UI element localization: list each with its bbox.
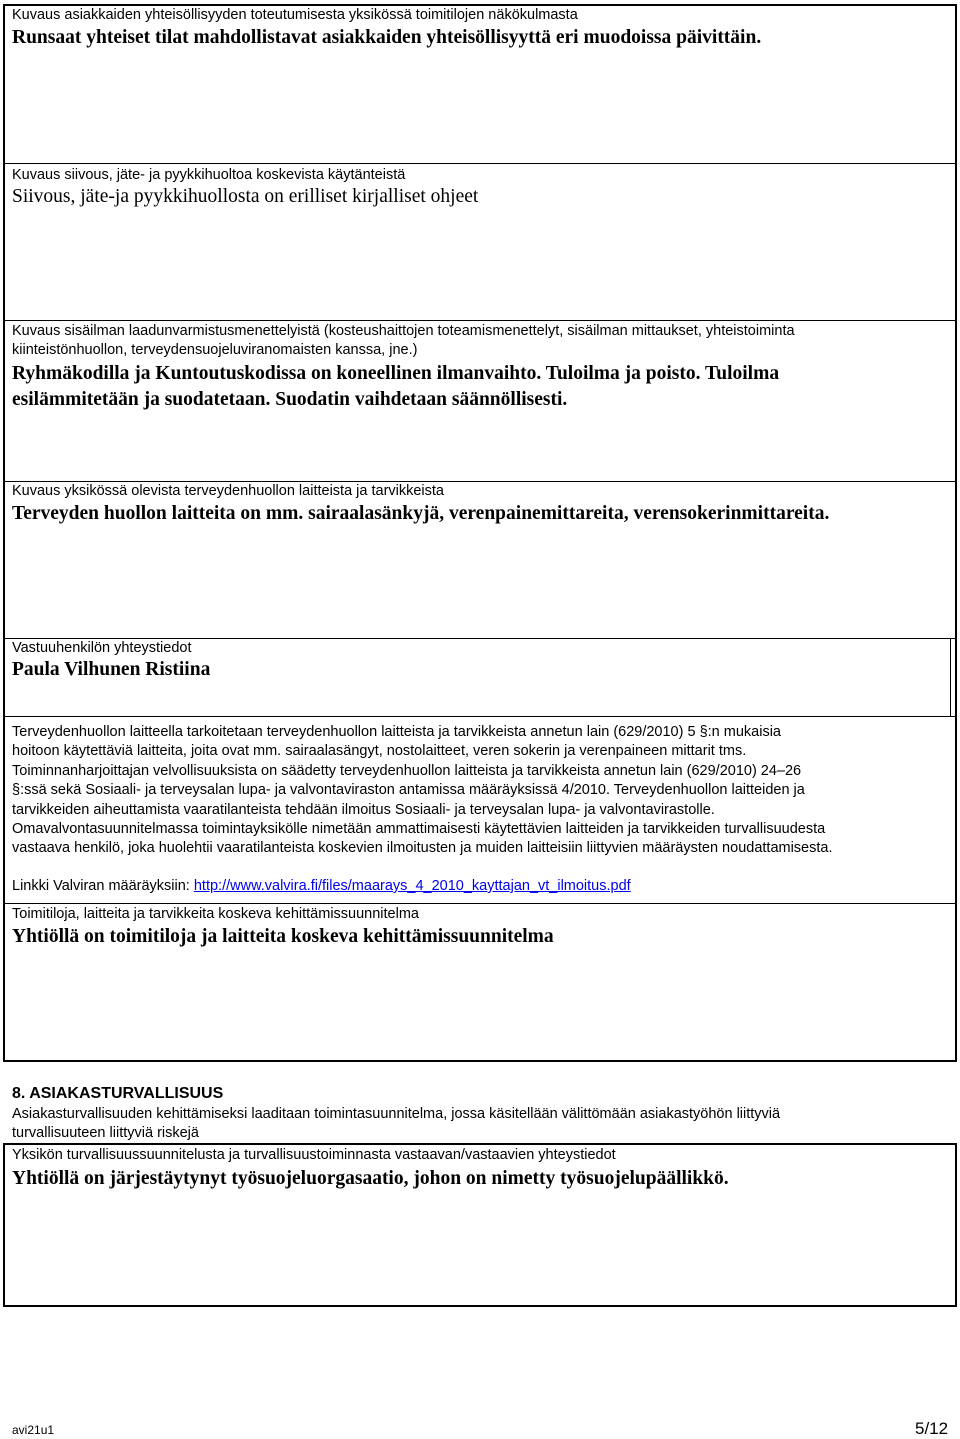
separator [4,320,956,321]
safety-intro-line1: Asiakasturvallisuuden kehittämiseksi laaditaan toimintasuunnitelma, jossa käsitellään välittömään asiakastyöhön liittyviä [12,1106,781,1122]
devices-answer: Terveyden huollon laitteita on mm. sairaalasänkyjä, verenpainemittareita, verensokerinmittareita. [12,503,830,524]
separator [4,903,956,904]
cleaning-label: Kuvaus siivous, jäte- ja pyykkihuoltoa koskevista käytänteistä [12,167,406,183]
info-line: Toiminnanharjoittajan velvollisuuksista on säädetty terveydenhuollon laitteista ja tarvikkeista annetun lain (629/2010) 24–26 [12,763,802,779]
development-plan-answer: Yhtiöllä on toimitiloja ja laitteita koskeva kehittämissuunnitelma [12,926,554,947]
development-plan-label: Toimitiloja, laitteita ja tarvikkeita koskeva kehittämissuunnitelma [12,906,419,922]
info-line: Terveydenhuollon laitteella tarkoitetaan terveydenhuollon laitteista ja tarvikkeista annetun lain (629/2010) 5 §:n mukaisia [12,724,781,740]
info-line: §:ssä sekä Sosiaali- ja terveysalan lupa- ja valvontaviraston antamissa määräyksissä 4/2010. Terveydenhuollon laitteiden ja [12,782,805,798]
section-heading: 8. ASIAKASTURVALLISUUS [12,1085,224,1102]
document-id: avi21u1 [12,1423,55,1437]
page-number: 5/12 [915,1419,949,1438]
indoor-air-label-line1: Kuvaus sisäilman laadunvarmistusmenettelyistä (kosteushaittojen toteamismenettelyt, sisäilman mittaukset, yhteistoiminta [12,323,795,339]
safety-intro-line2: turvallisuuteen liittyviä riskejä [12,1125,199,1141]
devices-label: Kuvaus yksikössä olevista terveydenhuollon laitteista ja tarvikkeista [12,483,444,499]
separator [4,163,956,164]
cleaning-answer: Siivous, jäte-ja pyykkihuollosta on erilliset kirjalliset ohjeet [12,186,479,207]
community-answer: Runsaat yhteiset tilat mahdollistavat asiakkaiden yhteisöllisyyttä eri muodoissa päivittäin. [12,27,762,48]
community-label: Kuvaus asiakkaiden yhteisöllisyyden toteutumisesta yksikössä toimitilojen näkökulmasta [12,7,578,23]
indoor-air-answer-line1: Ryhmäkodilla ja Kuntoutuskodissa on koneellinen ilmanvaihto. Tuloilma ja poisto. Tuloilma [12,363,780,384]
valvira-link-row [12,877,631,895]
indoor-air-label-line2: kiinteistönhuollon, terveydensuojeluviranomaisten kanssa, jne.) [12,342,418,358]
info-line: vastaava henkilö, joka huolehtii vaaratilanteista koskevien ilmoitusten ja muiden laitteisiin liittyvien määräysten noudattamisesta. [12,840,833,856]
contact-person-answer: Paula Vilhunen Ristiina [12,659,211,680]
safety-contact-label: Yksikön turvallisuussuunnitelusta ja turvallisuustoiminnasta vastaavan/vastaavien yhteystiedot [12,1147,616,1163]
separator [4,716,956,717]
info-line: Omavalvontasuunnitelmassa toimintayksikölle nimetään ammattimaisesti käytettävien laitteiden ja tarvikkeiden turvallisuudesta [12,821,826,837]
contact-person-label: Vastuuhenkilön yhteystiedot [12,640,192,656]
info-line: tarvikkeiden aiheuttamista vaaratilanteista tehdään ilmoitus Sosiaali- ja terveysalan lupa- ja valvontavirastolle. [12,802,715,818]
indoor-air-answer-line2: esilämmitetään ja suodatetaan. Suodatin vaihdetaan säännöllisesti. [12,389,568,410]
safety-contact-answer: Yhtiöllä on järjestäytynyt työsuojeluorgasaatio, johon on nimetty työsuojelupäällikkö. [12,1168,729,1189]
cell-divider [950,638,951,716]
info-line: hoitoon käytettäviä laitteita, joita ovat mm. sairaalasängyt, nostolaitteet, veren sokerin ja verenpaineen mittarit tms. [12,743,747,759]
valvira-link[interactable]: http://www.valvira.fi/files/maarays_4_2010_kayttajan_vt_ilmoitus.pdf [193,878,631,894]
valvira-link-prefix: Linkki Valviran määräyksiin: [12,878,194,894]
